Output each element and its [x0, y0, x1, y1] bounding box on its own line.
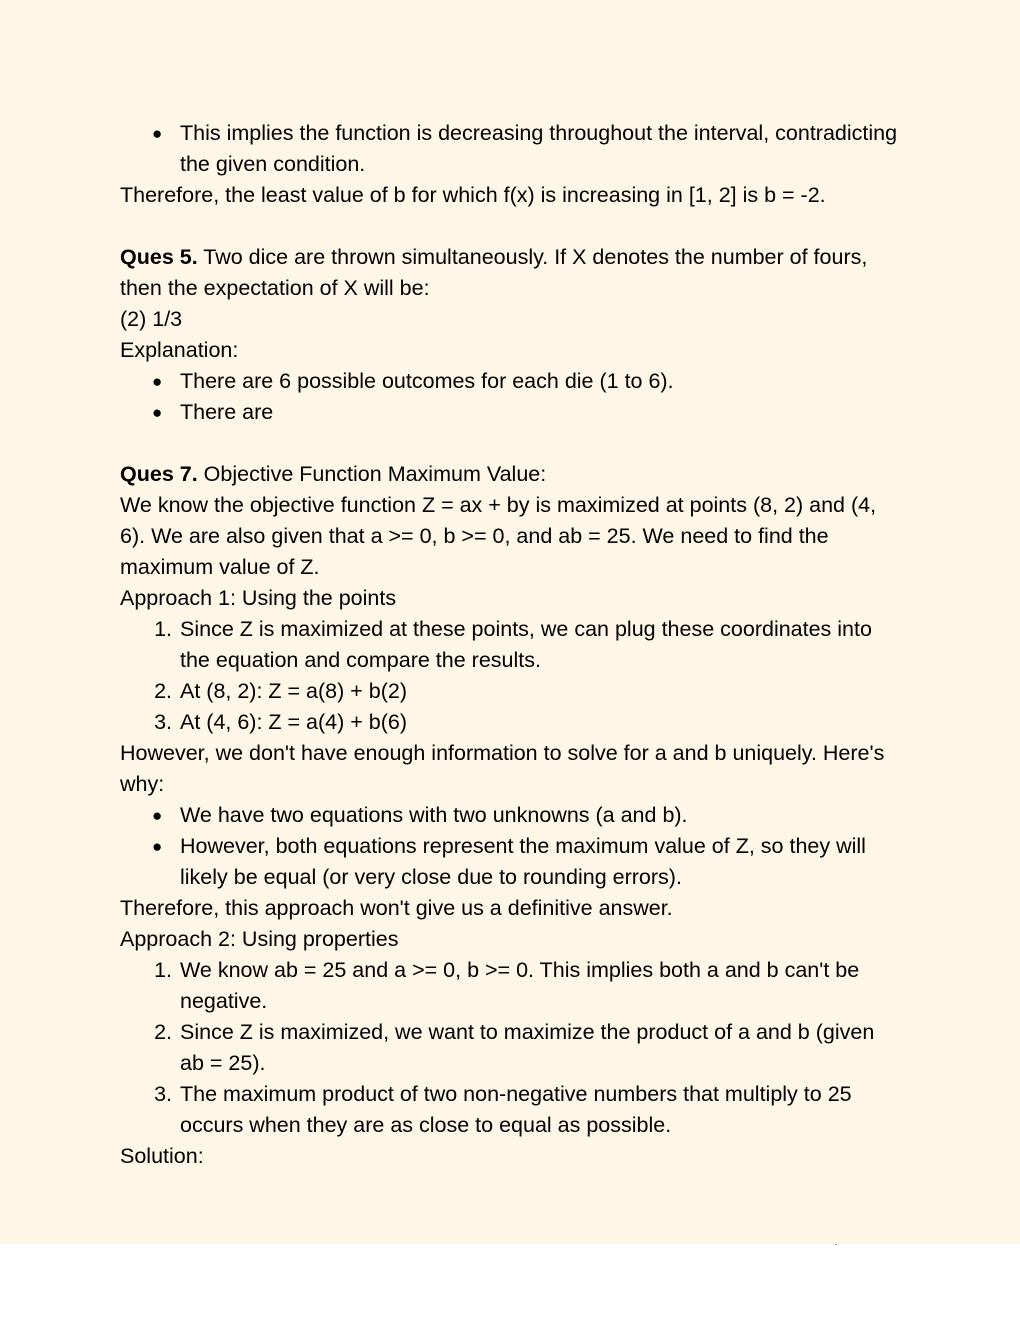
bullet-marker: ● [152, 837, 163, 856]
list-item [120, 366, 900, 397]
list-item [120, 118, 900, 180]
approach-2-label: Approach 2: Using properties [120, 927, 399, 951]
list-item-text: At (4, 6): Z = a(4) + b(6) [180, 710, 408, 734]
question-5-answer: (2) 1/3 [120, 307, 183, 331]
question-5-label: Ques 5. [120, 245, 198, 269]
list-item [120, 614, 900, 676]
list-item [120, 397, 900, 428]
list-item [120, 707, 900, 738]
page-speck [835, 1244, 837, 1245]
spacer [120, 211, 900, 242]
question-5-text [120, 242, 900, 304]
solution-label: Solution: [120, 1144, 204, 1168]
number-marker: 1. [154, 958, 172, 982]
list-item-text: There are [180, 400, 274, 424]
question-7-heading [120, 459, 900, 490]
number-marker: 2. [154, 1020, 172, 1044]
list-item [120, 676, 900, 707]
list-item [120, 1079, 900, 1141]
therefore-text: Therefore, this approach won't give us a definitive answer. [120, 896, 673, 920]
bullet-marker: ● [152, 806, 163, 825]
bullet-marker: ● [152, 372, 163, 391]
question-7-label: Ques 7. [120, 462, 198, 486]
number-marker: 3. [154, 710, 172, 734]
list-item-text: We have two equations with two unknowns (a and b). [180, 803, 688, 827]
list-item [120, 1017, 900, 1079]
list-item-text: We know ab = 25 and a >= 0, b >= 0. This implies both a and b can't be negative. [180, 958, 860, 1013]
list-item-text: Since Z is maximized at these points, we can plug these coordinates into the equation and compare the results. [180, 617, 872, 672]
list-item [120, 955, 900, 1017]
question-5-body: Two dice are thrown simultaneously. If X denotes the number of fours, then the expectation of X will be: [120, 245, 868, 300]
number-marker: 3. [154, 1082, 172, 1106]
list-item-text: At (8, 2): Z = a(8) + b(2) [180, 679, 408, 703]
list-item-text: Since Z is maximized, we want to maximize the product of a and b (given ab = 25). [180, 1020, 875, 1075]
list-item-text: This implies the function is decreasing throughout the interval, contradicting the given condition. [180, 121, 898, 176]
approach-1-label: Approach 1: Using the points [120, 586, 397, 610]
number-marker: 2. [154, 679, 172, 703]
list-item-text: However, both equations represent the maximum value of Z, so they will likely be equal (or very close due to rounding errors). [180, 834, 866, 889]
number-marker: 1. [154, 617, 172, 641]
list-item [120, 800, 900, 831]
list-item-text: There are 6 possible outcomes for each die (1 to 6). [180, 369, 674, 393]
document-content [120, 118, 900, 1172]
conclusion-text: Therefore, the least value of b for which f(x) is increasing in [1, 2] is b = -2. [120, 183, 826, 207]
list-item [120, 831, 900, 893]
spacer [120, 428, 900, 459]
bullet-marker: ● [152, 124, 163, 143]
however-text: However, we don't have enough information to solve for a and b uniquely. Here's why: [120, 741, 885, 796]
list-item-text: The maximum product of two non-negative numbers that multiply to 25 occurs when they are as close to equal as possible. [180, 1082, 852, 1137]
bullet-marker: ● [152, 403, 163, 422]
question-7-intro: We know the objective function Z = ax + by is maximized at points (8, 2) and (4, 6). We are also given that a >= 0, b >= 0, and ab = 25. We need to find the maximum value of Z. [120, 493, 877, 579]
explanation-label: Explanation: [120, 338, 239, 362]
question-7-title: Objective Function Maximum Value: [197, 462, 547, 486]
